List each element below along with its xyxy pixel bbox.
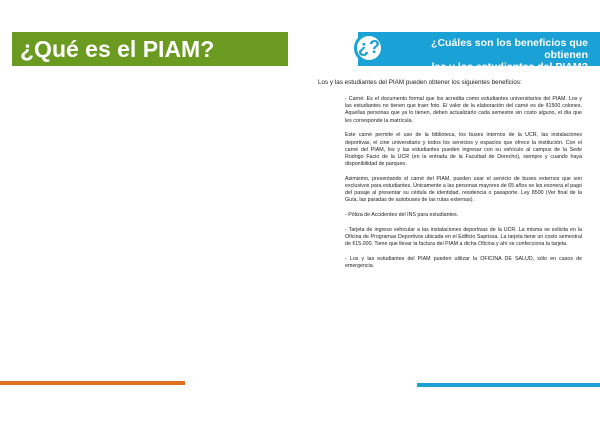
right-page-title bbox=[388, 37, 588, 73]
question-mark-icon bbox=[354, 33, 384, 63]
right-bottom-bar bbox=[417, 383, 600, 387]
benefits-body bbox=[345, 96, 582, 278]
benefit-paragraph: Asimismo, presentando el carné del PIAM, pueden usar el servicio de buses externos que son exclusivos para estudiantes. Únicamente a las personas mayores de 65 años se les exonera el pago del pasaje al presentar su cédula de identidad, residencia o pasaporte. Ley 8500 (Ver final de la Guía, las paradas de autobuses de las rutas externas). bbox=[345, 175, 582, 204]
benefit-paragraph: - Carné: Es el documento formal que los acredita como estudiantes universitarios del PIAM. Los y las estudiantes no tienen que traer foto. El valor de la elaboración del carné es de ¢1500 colones. Aquellas personas que ya lo tienen, deben actualizarlo cada semestre sin costo alguno, el día que les corresponde la matrícula. bbox=[345, 96, 582, 124]
question-badge-text: ¿? bbox=[358, 37, 380, 57]
right-title-line-2: las y los estudiantes del PIAM? bbox=[431, 61, 588, 73]
left-bottom-bar bbox=[0, 381, 185, 385]
benefit-paragraph: - Póliza de Accidentes del INS para estudiantes. bbox=[345, 212, 459, 219]
benefit-paragraph: Este carné permite el uso de la biblioteca, los buses internos de la UCR, las instalaciones deportivas, el cine universitario y todos los servicios y espacios que ofrece la institución. Con el carné del PIAM, los y las estudiantes pueden ingresar con su vehículo al campus de la Sede Rodrigo Facio de la UCR (en la entrada de la Facultad de Derecho), siempre y cuando haya disponibilidad de parqueo. bbox=[345, 132, 582, 168]
right-title-line-1: ¿Cuáles son los beneficios que obtienen bbox=[431, 37, 588, 61]
left-page-title: ¿Qué es el PIAM? bbox=[20, 36, 215, 62]
right-page bbox=[300, 0, 600, 424]
left-title-banner bbox=[12, 32, 288, 66]
benefit-paragraph: - Los y las estudiantes del PIAM pueden utilizar la OFICINA DE SALUD, sólo en casos de emergencia. bbox=[345, 255, 582, 270]
benefit-paragraph: - Tarjeta de ingreso vehicular a las instalaciones deportivas de la UCR. La misma se solicita en la Oficina de Programas Deportivos ubicada en el Edificio Saprissa. La tarjeta tiene un costo semestral de ¢15.000. Tiene que llevar la factura del PIAM a dicha Oficina y ahí se confecciona la tarjeta. bbox=[345, 226, 582, 248]
benefits-intro: Los y las estudiantes del PIAM pueden obtener los siguientes beneficios: bbox=[318, 79, 522, 86]
